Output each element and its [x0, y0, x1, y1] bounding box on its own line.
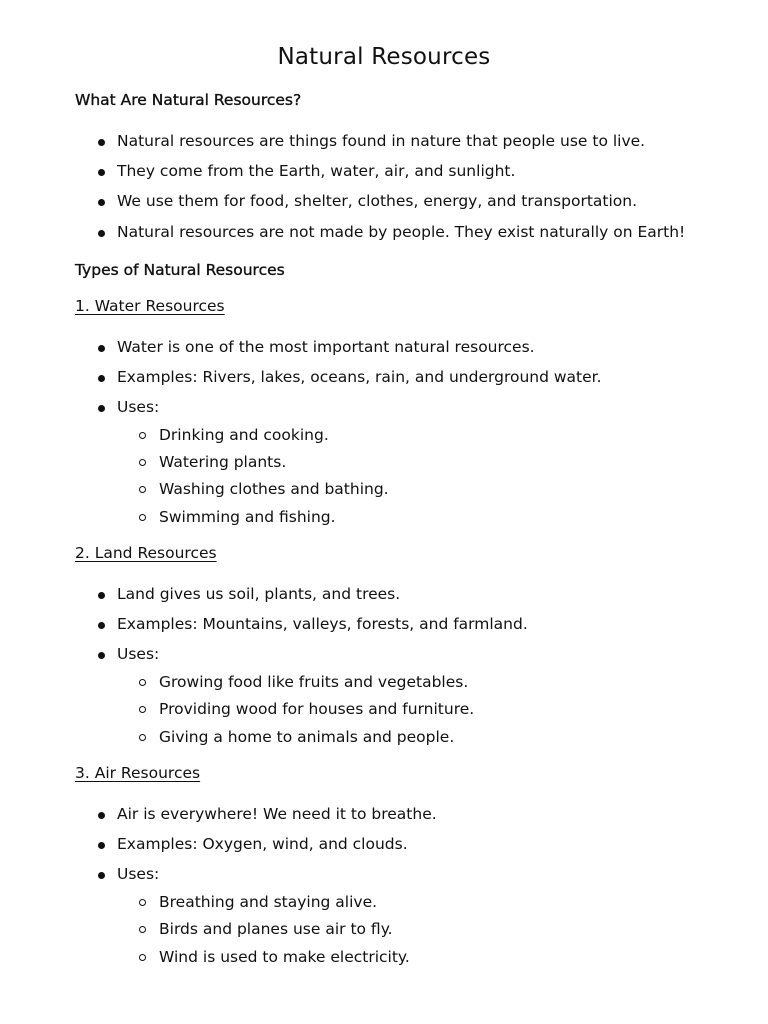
- sub-list-item: Wind is used to make electricity.: [159, 948, 410, 966]
- section-heading-types: Types of Natural Resources: [75, 261, 285, 279]
- subheading-land: 2. Land Resources: [75, 544, 217, 562]
- list-item: Air is everywhere! We need it to breathe.: [117, 805, 437, 823]
- sub-list-item: Swimming and fishing.: [159, 508, 336, 526]
- subheading-air: 3. Air Resources: [75, 764, 201, 782]
- sub-list-item: Giving a home to animals and people.: [159, 728, 455, 746]
- list-item: Uses:: [117, 398, 160, 416]
- section-heading-intro: What Are Natural Resources?: [75, 91, 302, 109]
- list-item: Land gives us soil, plants, and trees.: [117, 585, 401, 603]
- page-title: Natural Resources: [277, 44, 491, 70]
- list-item: Examples: Mountains, valleys, forests, and farmland.: [117, 615, 528, 633]
- sub-list-item: Growing food like fruits and vegetables.: [159, 673, 469, 691]
- list-item: We use them for food, shelter, clothes, energy, and transportation.: [117, 192, 638, 210]
- list-item: They come from the Earth, water, air, and sunlight.: [117, 162, 516, 180]
- list-item: Water is one of the most important natural resources.: [117, 338, 535, 356]
- list-item: Uses:: [117, 645, 160, 663]
- sub-list-item: Providing wood for houses and furniture.: [159, 700, 475, 718]
- sub-list-item: Birds and planes use air to fly.: [159, 920, 393, 938]
- list-item: Natural resources are things found in nature that people use to live.: [117, 132, 646, 150]
- list-item: Uses:: [117, 865, 160, 883]
- list-item: Examples: Rivers, lakes, oceans, rain, and underground water.: [117, 368, 602, 386]
- sub-list-item: Washing clothes and bathing.: [159, 480, 389, 498]
- list-item: Examples: Oxygen, wind, and clouds.: [117, 835, 408, 853]
- sub-list-item: Drinking and cooking.: [159, 426, 329, 444]
- sub-list-item: Breathing and staying alive.: [159, 893, 378, 911]
- sub-list-item: Watering plants.: [159, 453, 287, 471]
- subheading-water: 1. Water Resources: [75, 297, 225, 315]
- list-item: Natural resources are not made by people. They exist naturally on Earth!: [117, 223, 686, 241]
